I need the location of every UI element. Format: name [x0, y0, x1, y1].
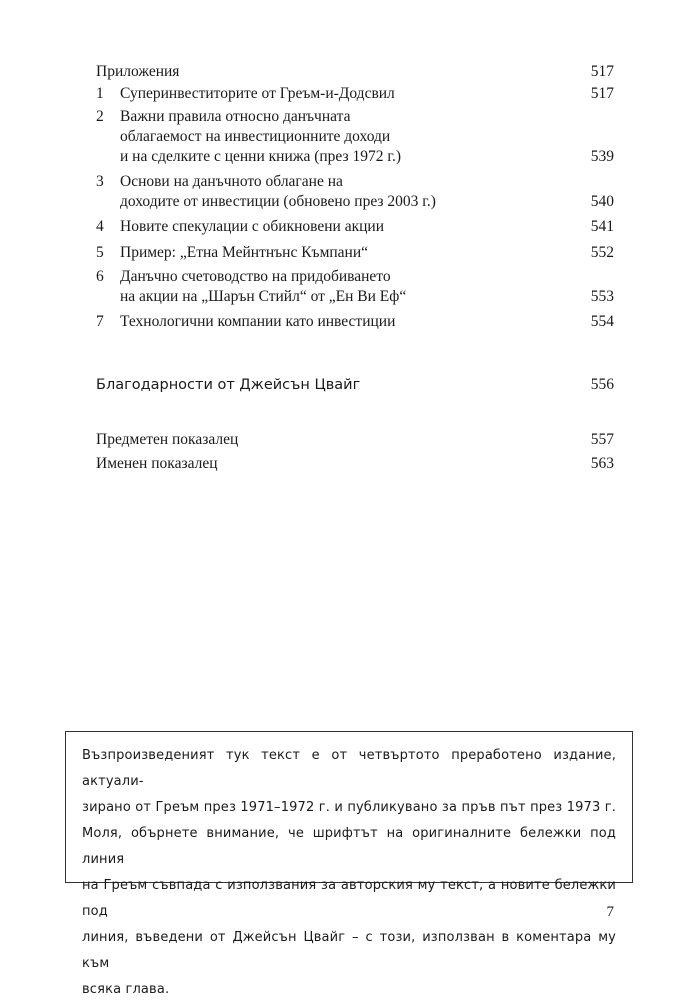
toc-page-number: 563 — [590, 455, 614, 472]
toc-entry-title: Технологични компании като инвестиции — [120, 313, 396, 330]
toc-entry-number: 5 — [96, 244, 104, 261]
toc-page-number: 552 — [590, 244, 614, 261]
toc-entry-title: Пример: „Етна Мейнтнънс Къмпани“ — [120, 244, 369, 261]
toc-entry — [96, 312, 614, 332]
page-number: 7 — [606, 904, 614, 920]
toc-entry-number: 7 — [96, 313, 104, 330]
appendices-toc — [96, 62, 614, 332]
toc-entry-number: 6 — [96, 268, 104, 285]
name-index-title: Именен показалец — [96, 455, 218, 472]
toc-entry — [96, 84, 614, 104]
subject-index-title: Предметен показалец — [96, 431, 239, 448]
toc-entry — [96, 217, 614, 237]
toc-entry — [96, 172, 614, 212]
toc-entry-title: Данъчно счетоводство на придобиването на акции на „Шарън Стийл“ от „Ен Ви Еф“ — [120, 268, 407, 305]
toc-page-number: 557 — [590, 431, 614, 448]
toc-entry — [96, 243, 614, 263]
toc-page-number: 541 — [590, 218, 614, 235]
toc-entry-number: 4 — [96, 218, 104, 235]
toc-entry-number: 1 — [96, 85, 104, 102]
toc-page-number: 539 — [590, 148, 614, 165]
toc-page-number: 540 — [590, 193, 614, 210]
acknowledgements-entry — [96, 375, 614, 395]
toc-entry-title: Суперинвеститорите от Греъм-и-Додсвил — [120, 85, 395, 102]
toc-page-number: 556 — [590, 376, 614, 393]
appendices-heading: Приложения — [96, 63, 180, 80]
toc-entry-number: 3 — [96, 173, 104, 190]
toc-entry-number: 2 — [96, 108, 104, 125]
toc-entry-title: Основи на данъчното облагане на доходите от инвестиции (обновено през 2003 г.) — [120, 173, 436, 210]
toc-entry-title: Важни правила относно данъчната облагаемост на инвестиционните доходи и на сделките с ценни книжа (през 1972 г.) — [120, 108, 402, 165]
toc-heading-row — [96, 62, 614, 82]
toc-entry-title: Новите спекулации с обикновени акции — [120, 218, 385, 235]
toc-page-number: 517 — [590, 63, 614, 80]
toc-page-number: 553 — [590, 288, 614, 305]
toc-page-number: 554 — [590, 313, 614, 330]
acknowledgements-title: Благодарности от Джейсън Цвайг — [96, 377, 361, 393]
toc-entry — [96, 107, 614, 167]
toc-entry — [96, 267, 614, 307]
index-entry — [96, 430, 614, 450]
edition-note-text: Възпроизведеният тук текст е от четвъртото преработено издание, актуали- зирано от Греъм през 1971–1972 г. и публикувано за пръв път през 1973 г. Моля, обърнете внимание, че шрифтът на оригиналните бележки под линия на Греъм съвпада с използвания за авторския му текст, а новите бележки под линия, въведени от Джейсън Цвайг – с този, използван в коментара му към всяка глава. — [82, 748, 616, 997]
toc-page-number: 517 — [590, 85, 614, 102]
edition-note-box — [65, 731, 633, 997]
index-entry — [96, 454, 614, 474]
